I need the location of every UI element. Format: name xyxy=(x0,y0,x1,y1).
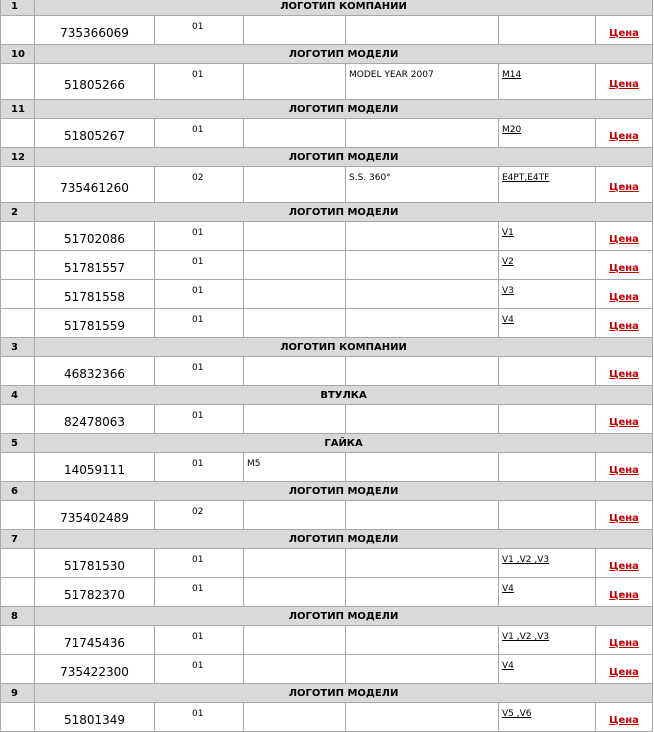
group-name: ЛОГОТИП КОМПАНИИ xyxy=(35,338,653,357)
group-name: ЛОГОТИП МОДЕЛИ xyxy=(35,100,653,119)
spec-cell xyxy=(244,222,346,251)
row-spacer-cell xyxy=(1,453,35,482)
spec-cell xyxy=(244,703,346,732)
row-spacer-cell xyxy=(1,655,35,684)
group-header-row xyxy=(1,100,653,119)
parts-table-body xyxy=(1,0,653,732)
part-number: 51702086 xyxy=(35,222,155,251)
spec-cell xyxy=(244,167,346,203)
part-row xyxy=(1,626,653,655)
price-cell xyxy=(596,501,653,530)
price-link[interactable]: Цена xyxy=(609,512,639,524)
price-link[interactable]: Цена xyxy=(609,27,639,39)
group-name: ЛОГОТИП МОДЕЛИ xyxy=(35,45,653,64)
row-spacer-cell xyxy=(1,309,35,338)
row-spacer-cell xyxy=(1,167,35,203)
group-number: 12 xyxy=(1,148,35,167)
price-link[interactable]: Цена xyxy=(609,368,639,380)
group-name: ЛОГОТИП МОДЕЛИ xyxy=(35,148,653,167)
group-number: 11 xyxy=(1,100,35,119)
part-number: 71745436 xyxy=(35,626,155,655)
note-cell xyxy=(346,280,499,309)
price-link[interactable]: Цена xyxy=(609,637,639,649)
quantity: 01 xyxy=(155,655,244,684)
group-number: 6 xyxy=(1,482,35,501)
part-row xyxy=(1,222,653,251)
group-name: ЛОГОТИП МОДЕЛИ xyxy=(35,482,653,501)
part-number: 82478063 xyxy=(35,405,155,434)
part-row xyxy=(1,64,653,100)
spec-cell xyxy=(244,501,346,530)
price-link[interactable]: Цена xyxy=(609,182,639,193)
variant-cell: M14 xyxy=(499,64,596,100)
quantity: 01 xyxy=(155,280,244,309)
note-cell xyxy=(346,703,499,732)
quantity: 01 xyxy=(155,222,244,251)
part-row xyxy=(1,309,653,338)
variant-cell: V4 xyxy=(499,309,596,338)
quantity: 01 xyxy=(155,549,244,578)
spec-cell xyxy=(244,655,346,684)
variant-cell xyxy=(499,357,596,386)
quantity: 01 xyxy=(155,64,244,100)
price-cell xyxy=(596,357,653,386)
group-name: ЛОГОТИП МОДЕЛИ xyxy=(35,203,653,222)
group-header-row xyxy=(1,338,653,357)
quantity: 01 xyxy=(155,119,244,148)
note-cell xyxy=(346,251,499,280)
row-spacer-cell xyxy=(1,280,35,309)
price-cell xyxy=(596,167,653,203)
price-cell xyxy=(596,405,653,434)
group-header-row xyxy=(1,530,653,549)
price-link[interactable]: Цена xyxy=(609,79,639,90)
group-name: ЛОГОТИП КОМПАНИИ xyxy=(35,0,653,16)
price-cell xyxy=(596,626,653,655)
quantity: 02 xyxy=(155,501,244,530)
price-cell xyxy=(596,16,653,45)
group-name: ВТУЛКА xyxy=(35,386,653,405)
quantity: 01 xyxy=(155,453,244,482)
price-link[interactable]: Цена xyxy=(609,464,639,476)
note-cell xyxy=(346,578,499,607)
price-link[interactable]: Цена xyxy=(609,130,639,142)
part-row xyxy=(1,703,653,732)
part-row xyxy=(1,453,653,482)
note-cell: MODEL YEAR 2007 xyxy=(346,64,499,100)
variant-cell: V1 ,V2 ,V3 xyxy=(499,549,596,578)
group-number: 7 xyxy=(1,530,35,549)
spec-cell xyxy=(244,280,346,309)
quantity: 01 xyxy=(155,16,244,45)
row-spacer-cell xyxy=(1,626,35,655)
part-number: 51781559 xyxy=(35,309,155,338)
note-cell xyxy=(346,405,499,434)
price-link[interactable]: Цена xyxy=(609,589,639,601)
note-cell xyxy=(346,119,499,148)
variant-cell xyxy=(499,405,596,434)
part-row xyxy=(1,280,653,309)
part-number: 735366069 xyxy=(35,16,155,45)
spec-cell: M5 xyxy=(244,453,346,482)
quantity: 01 xyxy=(155,251,244,280)
price-link[interactable]: Цена xyxy=(609,262,639,274)
note-cell xyxy=(346,357,499,386)
price-cell xyxy=(596,251,653,280)
row-spacer-cell xyxy=(1,64,35,100)
group-number: 10 xyxy=(1,45,35,64)
variant-cell: M20 xyxy=(499,119,596,148)
variant-cell: V4 xyxy=(499,578,596,607)
part-number: 735422300 xyxy=(35,655,155,684)
variant-cell: V2 xyxy=(499,251,596,280)
group-number: 5 xyxy=(1,434,35,453)
group-header-row xyxy=(1,684,653,703)
price-cell xyxy=(596,655,653,684)
price-cell xyxy=(596,119,653,148)
row-spacer-cell xyxy=(1,119,35,148)
part-row xyxy=(1,578,653,607)
row-spacer-cell xyxy=(1,16,35,45)
price-cell xyxy=(596,222,653,251)
part-row xyxy=(1,251,653,280)
spec-cell xyxy=(244,405,346,434)
price-cell xyxy=(596,64,653,100)
price-cell xyxy=(596,453,653,482)
price-link[interactable]: Цена xyxy=(609,320,639,332)
quantity: 01 xyxy=(155,309,244,338)
spec-cell xyxy=(244,16,346,45)
group-header-row xyxy=(1,45,653,64)
group-number: 1 xyxy=(1,0,35,16)
row-spacer-cell xyxy=(1,251,35,280)
spec-cell xyxy=(244,309,346,338)
price-cell xyxy=(596,549,653,578)
price-cell xyxy=(596,703,653,732)
quantity: 01 xyxy=(155,357,244,386)
price-link[interactable]: Цена xyxy=(609,233,639,245)
variant-cell: E4PT,E4TF xyxy=(499,167,596,203)
price-link[interactable]: Цена xyxy=(609,714,639,726)
note-cell: S.S. 360° xyxy=(346,167,499,203)
group-header-row xyxy=(1,434,653,453)
spec-cell xyxy=(244,357,346,386)
part-number: 51801349 xyxy=(35,703,155,732)
group-number: 3 xyxy=(1,338,35,357)
group-header-row xyxy=(1,386,653,405)
group-header-row xyxy=(1,203,653,222)
variant-cell xyxy=(499,16,596,45)
variant-cell xyxy=(499,453,596,482)
part-number: 735402489 xyxy=(35,501,155,530)
part-number: 735461260 xyxy=(35,167,155,203)
variant-cell: V4 xyxy=(499,655,596,684)
part-number: 51781530 xyxy=(35,549,155,578)
spec-cell xyxy=(244,549,346,578)
part-number: 51781558 xyxy=(35,280,155,309)
group-number: 9 xyxy=(1,684,35,703)
row-spacer-cell xyxy=(1,357,35,386)
row-spacer-cell xyxy=(1,222,35,251)
group-number: 8 xyxy=(1,607,35,626)
row-spacer-cell xyxy=(1,578,35,607)
group-number: 2 xyxy=(1,203,35,222)
part-number: 51805267 xyxy=(35,119,155,148)
quantity: 02 xyxy=(155,167,244,203)
note-cell xyxy=(346,222,499,251)
price-link[interactable]: Цена xyxy=(609,416,639,428)
note-cell xyxy=(346,16,499,45)
row-spacer-cell xyxy=(1,405,35,434)
variant-cell xyxy=(499,501,596,530)
spec-cell xyxy=(244,251,346,280)
variant-cell: V1 ,V2 ,V3 xyxy=(499,626,596,655)
price-cell xyxy=(596,578,653,607)
part-number: 51782370 xyxy=(35,578,155,607)
group-number: 4 xyxy=(1,386,35,405)
price-cell xyxy=(596,280,653,309)
group-header-row xyxy=(1,0,653,16)
group-header-row xyxy=(1,607,653,626)
price-link[interactable]: Цена xyxy=(609,666,639,678)
part-number: 14059111 xyxy=(35,453,155,482)
part-row xyxy=(1,405,653,434)
note-cell xyxy=(346,309,499,338)
quantity: 01 xyxy=(155,626,244,655)
variant-cell: V1 xyxy=(499,222,596,251)
quantity: 01 xyxy=(155,405,244,434)
part-row xyxy=(1,549,653,578)
note-cell xyxy=(346,626,499,655)
note-cell xyxy=(346,501,499,530)
row-spacer-cell xyxy=(1,703,35,732)
group-name: ГАЙКА xyxy=(35,434,653,453)
spec-cell xyxy=(244,578,346,607)
note-cell xyxy=(346,655,499,684)
part-row xyxy=(1,167,653,203)
part-row xyxy=(1,16,653,45)
price-link[interactable]: Цена xyxy=(609,560,639,572)
spec-cell xyxy=(244,119,346,148)
row-spacer-cell xyxy=(1,549,35,578)
variant-cell: V5 ,V6 xyxy=(499,703,596,732)
variant-cell: V3 xyxy=(499,280,596,309)
part-row xyxy=(1,501,653,530)
part-number: 51805266 xyxy=(35,64,155,100)
note-cell xyxy=(346,453,499,482)
group-header-row xyxy=(1,148,653,167)
group-name: ЛОГОТИП МОДЕЛИ xyxy=(35,607,653,626)
part-row xyxy=(1,119,653,148)
price-cell xyxy=(596,309,653,338)
spec-cell xyxy=(244,64,346,100)
spec-cell xyxy=(244,626,346,655)
price-link[interactable]: Цена xyxy=(609,291,639,303)
group-name: ЛОГОТИП МОДЕЛИ xyxy=(35,684,653,703)
group-header-row xyxy=(1,482,653,501)
quantity: 01 xyxy=(155,703,244,732)
group-name: ЛОГОТИП МОДЕЛИ xyxy=(35,530,653,549)
part-row xyxy=(1,655,653,684)
part-number: 51781557 xyxy=(35,251,155,280)
part-number: 46832366 xyxy=(35,357,155,386)
row-spacer-cell xyxy=(1,501,35,530)
quantity: 01 xyxy=(155,578,244,607)
note-cell xyxy=(346,549,499,578)
part-row xyxy=(1,357,653,386)
